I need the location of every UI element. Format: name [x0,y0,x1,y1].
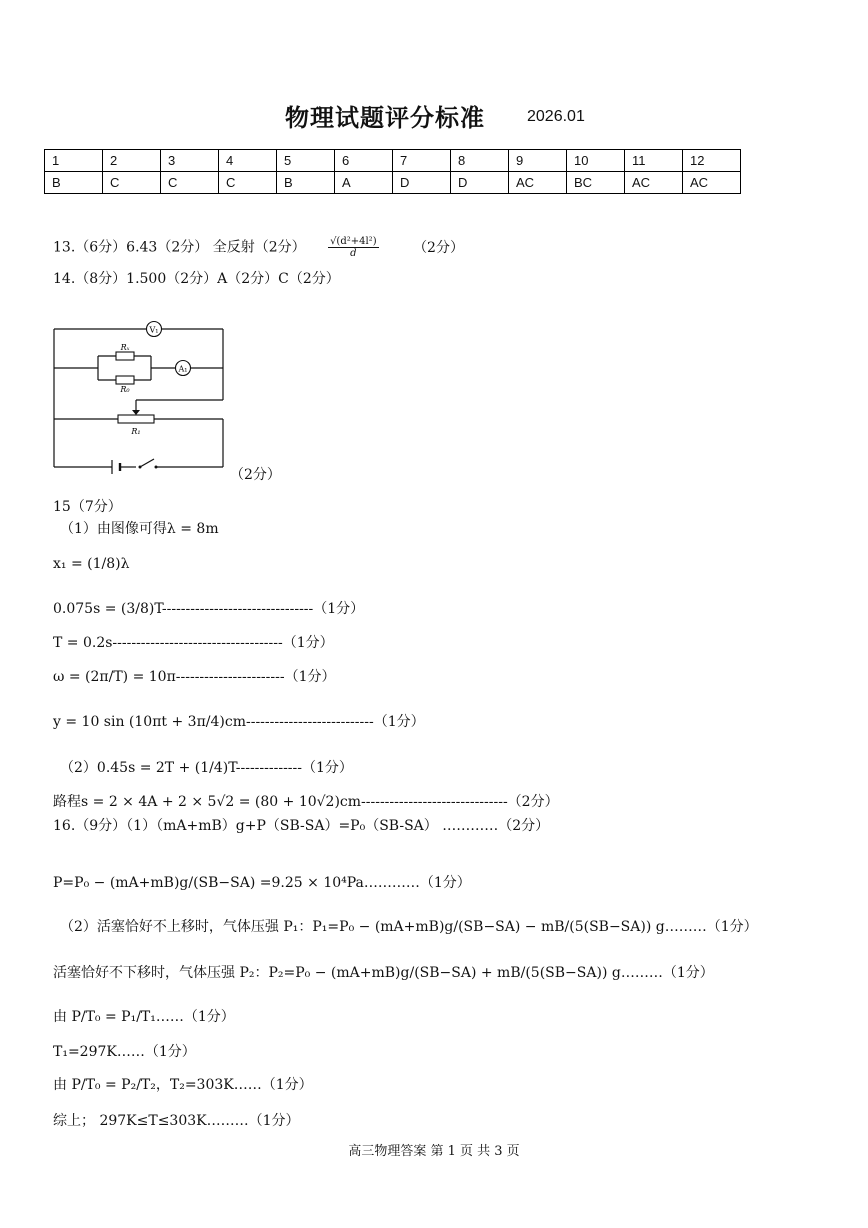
table-cell: 1 [45,150,103,172]
q13-fraction [328,236,379,259]
answer-table [44,149,741,194]
table-row-answers [45,172,741,194]
v1-label: V₁ [149,325,159,335]
circuit-score: （2分） [230,467,281,483]
table-cell: 6 [335,150,393,172]
table-cell: 3 [161,150,219,172]
q16-line-6: T₁=297K……（1分） [53,1044,196,1060]
table-cell: 12 [683,150,741,172]
q15-line-4: T = 0.2s------------------------------------（1分） [53,635,334,651]
table-cell: B [277,172,335,194]
q16-line-7: 由 P/T₀ = P₂/T₂，T₂=303K……（1分） [53,1077,313,1093]
table-cell: A [335,172,393,194]
q15-head: 15（7分） [53,499,122,515]
q15-line-7: （2）0.45s = 2T + (1/4)T--------------（1分） [60,760,353,776]
page-title: 物理试题评分标准 [285,104,485,132]
q13-tail: （2分） [413,239,464,256]
circuit-diagram [48,318,238,478]
r1-label: R₁ [131,427,141,436]
q14-line: 14.（8分）1.500（2分）A（2分）C（2分） [53,271,340,287]
table-cell: BC [567,172,625,194]
r0-label: R₀ [120,385,130,394]
table-cell: 5 [277,150,335,172]
page-footer: 高三物理答案 第 1 页 共 3 页 [348,1144,520,1159]
table-cell: AC [683,172,741,194]
q13-frac-numerator: √(d²+4l²) [330,236,377,247]
q16-line-1: 16.（9分）（1）（mA+mB）g+P（SB-SA）=P₀（SB-SA） …………（2分） [53,818,550,834]
q13-line [53,236,464,259]
table-cell: 9 [509,150,567,172]
table-cell: C [103,172,161,194]
table-cell: B [45,172,103,194]
a1-label: A₁ [178,364,188,374]
table-cell: 11 [625,150,683,172]
table-cell: 10 [567,150,625,172]
q16-line-2: P=P₀ − (mA+mB)g/(SB−SA) =9.25 × 10⁴Pa…………（1分） [53,875,471,891]
table-cell: C [219,172,277,194]
table-cell: AC [625,172,683,194]
rx-label: Rₓ [120,343,130,352]
q15-line-5: ω = (2π/T) = 10π-----------------------（1分） [53,669,336,685]
table-cell: 8 [451,150,509,172]
q16-line-4: 活塞恰好不下移时，气体压强 P₂：P₂=P₀ − (mA+mB)g/(SB−SA) + mB/(5(SB−SA)) g………（1分） [53,965,714,981]
q16-line-3: （2）活塞恰好不上移时，气体压强 P₁：P₁=P₀ − (mA+mB)g/(SB−SA) − mB/(5(SB−SA)) g………（1分） [60,919,758,935]
q15-line-3: 0.075s = (3/8)T--------------------------------（1分） [53,601,365,617]
q15-line-8: 路程s = 2 × 4A + 2 × 5√2 = (80 + 10√2)cm-------------------------------（2分） [53,794,559,810]
exam-date: 2026.01 [527,108,585,125]
table-cell: D [451,172,509,194]
table-cell: 2 [103,150,161,172]
q16-line-8: 综上； 297K≤T≤303K………（1分） [53,1113,300,1129]
table-cell: 4 [219,150,277,172]
table-cell: 7 [393,150,451,172]
q13-text: 13.（6分）6.43（2分） 全反射（2分） [53,239,306,256]
q13-frac-denominator: d [350,248,357,259]
table-cell: D [393,172,451,194]
q15-line-1: （1）由图像可得λ = 8m [60,521,219,537]
q15-line-6: y = 10 sin (10πt + 3π/4)cm---------------------------（1分） [53,714,425,730]
q16-line-5: 由 P/T₀ = P₁/T₁……（1分） [53,1009,235,1025]
table-cell: AC [509,172,567,194]
q15-line-2: x₁ = (1/8)λ [53,556,130,572]
table-cell: C [161,172,219,194]
table-row-numbers [45,150,741,172]
